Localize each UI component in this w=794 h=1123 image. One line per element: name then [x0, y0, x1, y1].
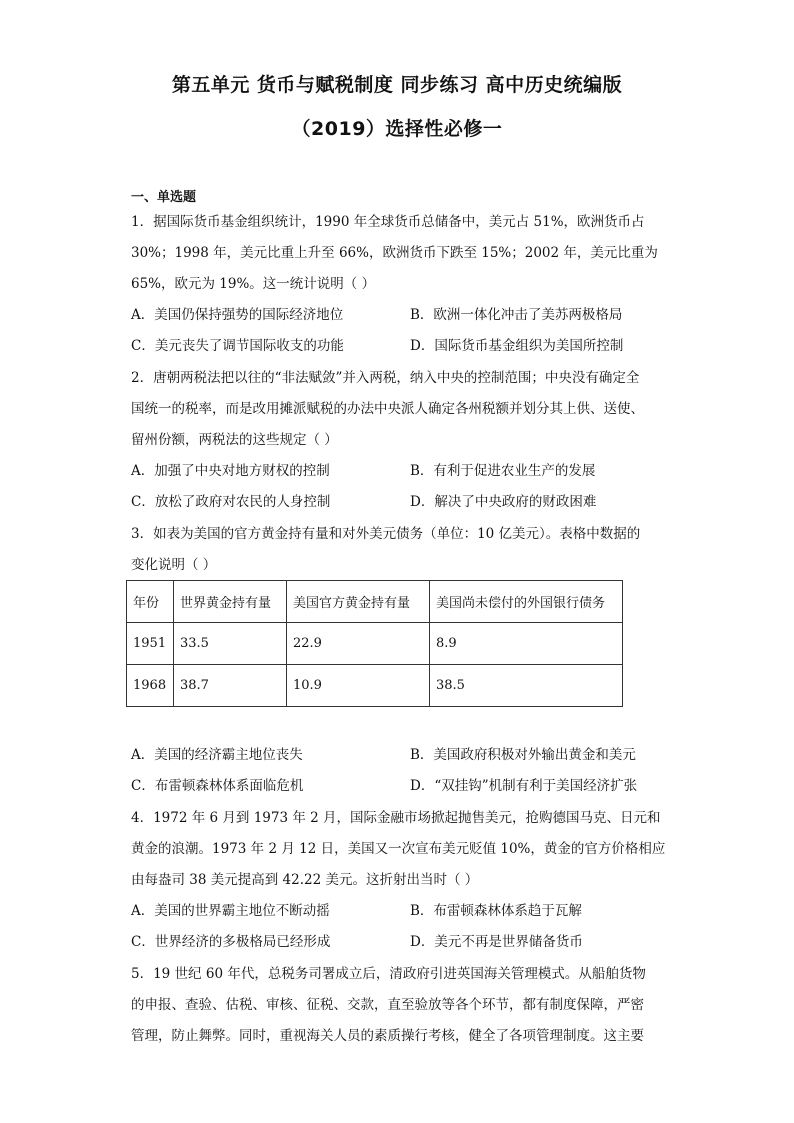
q4-line-2: 黄金的浪潮。1973 年 2 月 12 日，美国又一次宣布美元贬值 10%，黄金的官方价格相应 [131, 841, 666, 857]
q1-line-3: 65%，欧元为 19%。这一统计说明（ ） [131, 276, 376, 292]
q5-line-1: 5．19 世纪 60 年代，总税务司署成立后，清政府引进英国海关管理模式。从船舶货物 [131, 966, 646, 982]
table-header-cell: 美国官方黄金持有量 [287, 581, 430, 623]
q4-option-d: D．美元不再是世界储备货币 [410, 934, 583, 950]
q4-line-1: 4．1972 年 6 月到 1973 年 2 月，国际金融市场掀起抛售美元，抢购德国马克、日元和 [131, 810, 661, 826]
table-cell: 1951 [127, 623, 174, 665]
table-row [127, 665, 623, 707]
q4-line-3: 由每盎司 38 美元提高到 42.22 美元。这折射出当时（ ） [131, 872, 479, 888]
table-cell: 38.5 [430, 665, 623, 707]
q3-line-2: 变化说明（ ） [131, 557, 217, 573]
table-cell: 8.9 [430, 623, 623, 665]
table-header-cell: 美国尚未偿付的外国银行债务 [430, 581, 623, 623]
q1-option-c: C．美元丧失了调节国际收支的功能 [131, 338, 344, 354]
q1-option-a: A．美国仍保持强势的国际经济地位 [131, 307, 344, 323]
q4-option-b: B．布雷顿森林体系趋于瓦解 [410, 903, 582, 919]
table-cell: 38.7 [174, 665, 287, 707]
q2-option-d: D．解决了中央政府的财政困难 [410, 494, 597, 510]
q3-option-d: D．“双挂钩”机制有利于美国经济扩张 [410, 778, 638, 794]
q2-option-a: A．加强了中央对地方财权的控制 [131, 463, 330, 479]
q1-line-2: 30%；1998 年，美元比重上升至 66%，欧洲货币下跌至 15%；2002 年，美元比重为 [131, 245, 658, 261]
q2-line-2: 国统一的税率，而是改用摊派赋税的办法中央派人确定各州税额并划分其上供、送使、 [131, 401, 644, 417]
q1-option-b: B．欧洲一体化冲击了美苏两极格局 [410, 307, 623, 323]
q2-option-c: C．放松了政府对农民的人身控制 [131, 494, 331, 510]
q2-line-3: 留州份额，两税法的这些规定（ ） [131, 432, 338, 448]
q3-option-b: B．美国政府积极对外输出黄金和美元 [410, 747, 636, 763]
table-header-cell: 世界黄金持有量 [174, 581, 287, 623]
q4-option-a: A．美国的世界霸主地位不断动摇 [131, 903, 330, 919]
table-cell: 33.5 [174, 623, 287, 665]
table-cell: 22.9 [287, 623, 430, 665]
q2-option-b: B．有利于促进农业生产的发展 [410, 463, 596, 479]
q1-option-d: D．国际货币基金组织为美国所控制 [410, 338, 624, 354]
table-cell: 1968 [127, 665, 174, 707]
table-header-cell: 年份 [127, 581, 174, 623]
q1-line-1: 1．据国际货币基金组织统计，1990 年全球货币总储备中，美元占 51%，欧洲货币占 [131, 214, 645, 230]
q4-option-c: C．世界经济的多极格局已经形成 [131, 934, 331, 950]
q5-line-2: 的申报、查验、估税、审核、征税、交款，直至验放等各个环节，都有制度保障，严密 [131, 997, 644, 1013]
q2-line-1: 2．唐朝两税法把以往的“非法赋敛”并入两税，纳入中央的控制范围；中央没有确定全 [131, 370, 640, 386]
table-row [127, 623, 623, 665]
q3-option-a: A．美国的经济霸主地位丧失 [131, 747, 303, 763]
q3-line-1: 3．如表为美国的官方黄金持有量和对外美元债务（单位：10 亿美元）。表格中数据的 [131, 526, 641, 542]
page-title: 第五单元 货币与赋税制度 同步练习 高中历史统编版 [171, 74, 623, 96]
table-cell: 10.9 [287, 665, 430, 707]
page-subtitle: （2019）选择性必修一 [291, 118, 503, 140]
section-heading: 一、单选题 [131, 190, 197, 205]
gold-debt-table [126, 580, 623, 707]
table-header-row [127, 581, 623, 623]
q5-line-3: 管理，防止舞弊。同时，重视海关人员的素质操行考核，健全了各项管理制度。这主要 [131, 1028, 644, 1044]
q3-option-c: C．布雷顿森林体系面临危机 [131, 778, 304, 794]
